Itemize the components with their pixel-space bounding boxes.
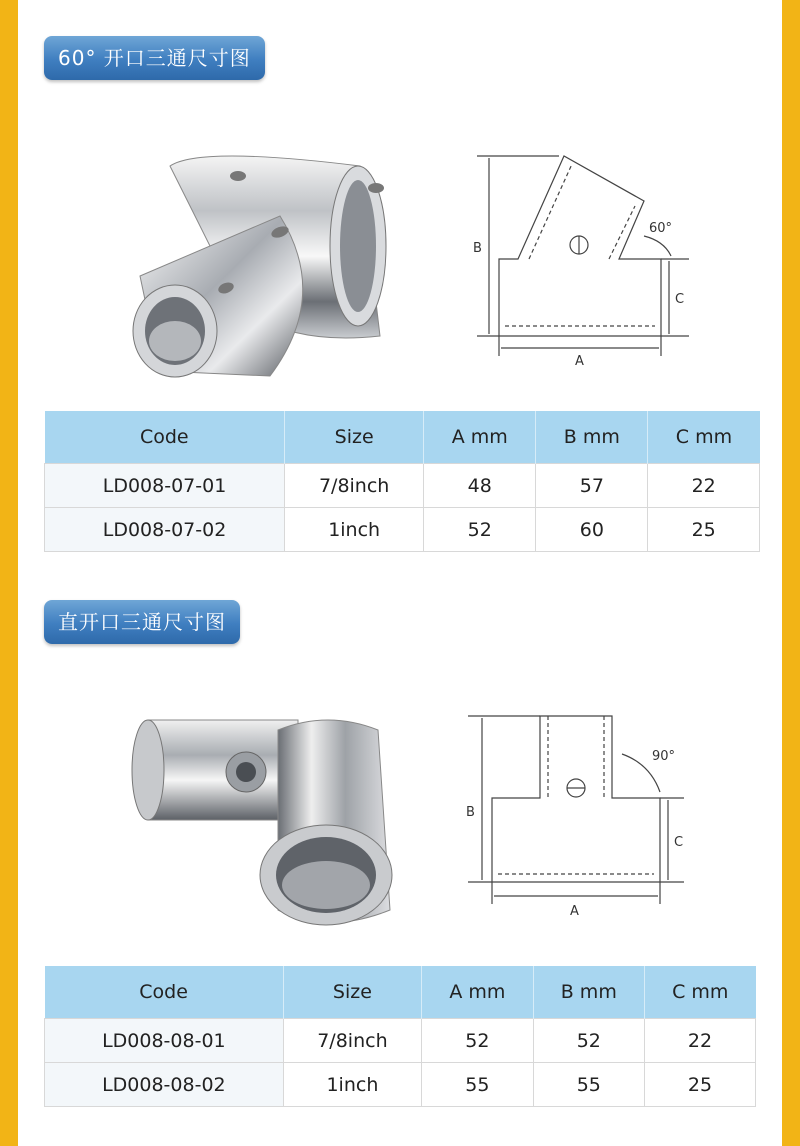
section-title: 直开口三通尺寸图 [44,600,240,644]
header-b: B mm [536,411,648,464]
cell-c: 25 [645,1063,756,1107]
cell-size: 7/8inch [285,464,424,508]
cell-code: LD008-08-02 [45,1063,284,1107]
cell-c: 22 [645,1019,756,1063]
right-accent-bar [782,0,800,1146]
table-header-row [45,966,756,1019]
header-c: C mm [645,966,756,1019]
cell-b: 52 [533,1019,644,1063]
table-row [45,464,760,508]
product-visual [44,96,762,406]
spec-table [44,966,756,1107]
dim-label-c: C [675,292,685,307]
cell-c: 22 [648,464,760,508]
cell-a: 48 [424,464,536,508]
cell-b: 55 [533,1063,644,1107]
dim-label-b: B [466,805,475,820]
dimension-diagram-90 [462,712,722,942]
section-title: 60° 开口三通尺寸图 [44,36,265,80]
cell-b: 57 [536,464,648,508]
angle-label: 60° [649,221,673,236]
table-row [45,1019,756,1063]
cell-code: LD008-07-02 [45,508,285,552]
table-row [45,1063,756,1107]
header-a: A mm [424,411,536,464]
dimension-diagram-60 [459,146,719,376]
section-straight-tee [44,600,762,1096]
cell-a: 55 [422,1063,533,1107]
cell-a: 52 [422,1019,533,1063]
table-header-row [45,411,760,464]
section-60-degree-tee [44,36,762,541]
header-size: Size [283,966,421,1019]
angle-label: 90° [652,749,676,764]
spec-table [44,411,760,552]
product-photo-straight-tee [128,710,398,940]
product-visual [44,680,762,980]
header-code: Code [45,411,285,464]
cell-code: LD008-08-01 [45,1019,284,1063]
table-row [45,508,760,552]
dim-label-a: A [570,904,579,919]
cell-size: 1inch [285,508,424,552]
header-a: A mm [422,966,533,1019]
cell-c: 25 [648,508,760,552]
cell-size: 7/8inch [283,1019,421,1063]
product-photo-60-tee [130,146,400,386]
header-c: C mm [648,411,760,464]
dim-label-b: B [473,241,482,256]
header-code: Code [45,966,284,1019]
header-size: Size [285,411,424,464]
cell-a: 52 [424,508,536,552]
cell-b: 60 [536,508,648,552]
cell-code: LD008-07-01 [45,464,285,508]
dim-label-c: C [674,835,684,850]
dim-label-a: A [575,354,584,369]
left-accent-bar [0,0,18,1146]
header-b: B mm [533,966,644,1019]
cell-size: 1inch [283,1063,421,1107]
